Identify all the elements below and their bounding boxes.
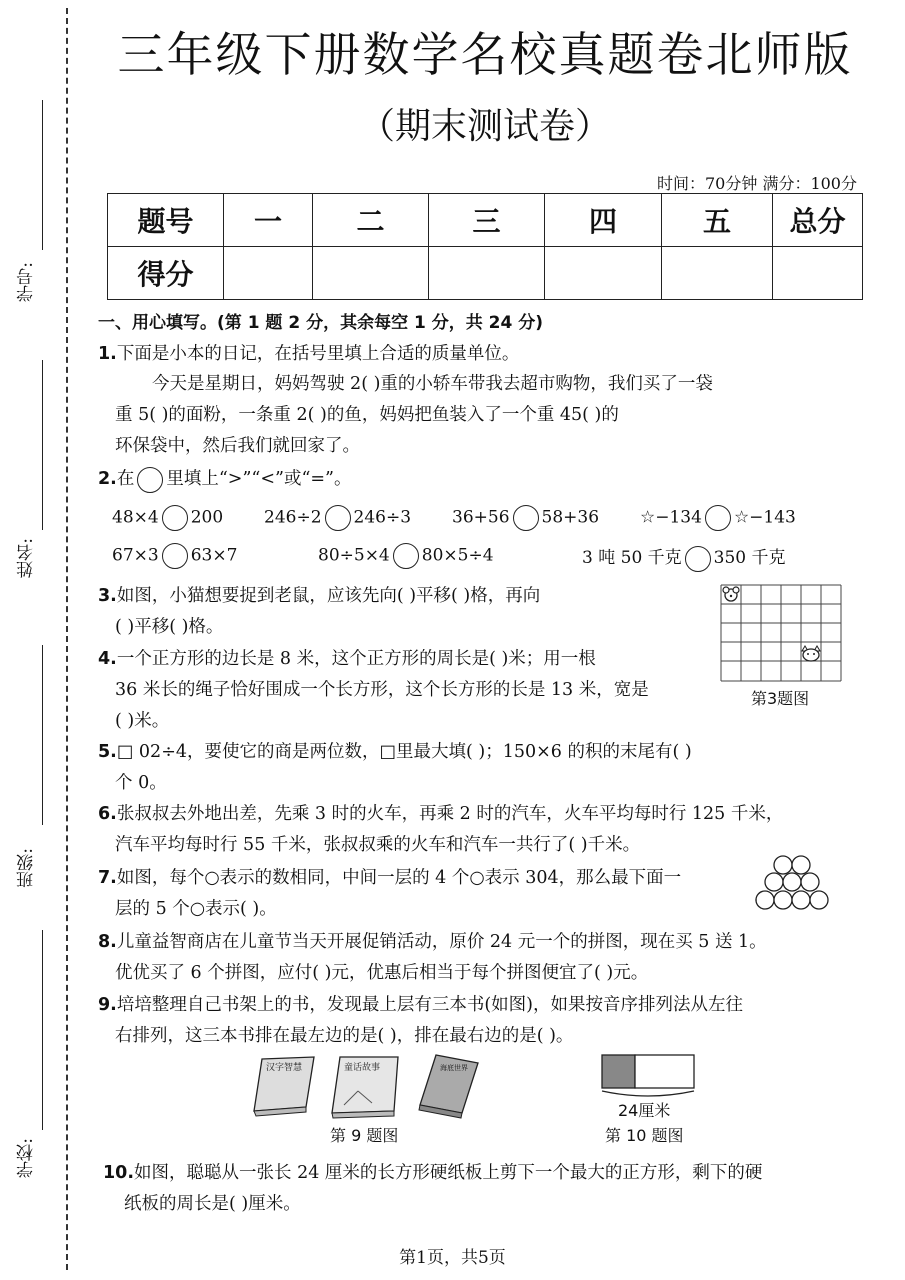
question-7-line: 层的 5 个○表示( )。: [115, 899, 277, 919]
answer-circle[interactable]: [685, 546, 711, 572]
mouse-icon: [723, 587, 739, 601]
question-9-line: 右排列，这三本书排在最左边的是( )，排在最右边的是( )。: [115, 1026, 574, 1046]
answer-circle[interactable]: [705, 505, 731, 531]
comparison-right: ☆−143: [733, 507, 796, 528]
q3-grid-figure: [719, 583, 847, 683]
question-3-line: ( )平移( )格。: [115, 617, 224, 637]
question-5-line: [98, 738, 692, 763]
question-number: 10.: [103, 1163, 135, 1183]
comparison-item: [582, 543, 786, 572]
answer-circle[interactable]: [513, 505, 539, 531]
score-header-cell: 题号: [108, 194, 224, 247]
question-6-line: 汽车平均每时行 55 千米，张叔叔乘的火车和汽车一共行了( )千米。: [115, 835, 641, 855]
question-text: 儿童益智商店在儿童节当天开展促销活动，原价 24 元一个的拼图，现在买 5 送 1。: [116, 932, 767, 952]
question-number: 6.: [98, 804, 117, 824]
class-label: 班级:: [17, 848, 37, 888]
question-1-stem: [98, 340, 519, 365]
question-number: 1.: [98, 344, 117, 364]
answer-circle[interactable]: [325, 505, 351, 531]
book-title: 童话故事: [344, 1063, 381, 1073]
score-table-header-row: [108, 194, 863, 247]
question-text: 如图，小猫想要捉到老鼠，应该先向( )平移( )格，再向: [116, 586, 541, 606]
score-blank-cell[interactable]: [662, 247, 773, 300]
pyramid-circle-icon: [810, 891, 828, 909]
page-subtitle: （期末测试卷）: [358, 106, 611, 147]
score-blank-cell[interactable]: [313, 247, 429, 300]
pyramid-circle-icon: [774, 856, 792, 874]
school-line: [42, 930, 43, 1130]
comparison-circle-icon: [137, 467, 163, 493]
dimension-brace: [602, 1091, 694, 1096]
book-title: 汉字智慧: [266, 1063, 303, 1073]
binding-dashed-line: [66, 8, 68, 1270]
q3-grid-lines: [721, 585, 841, 681]
score-blank-cell[interactable]: [545, 247, 662, 300]
score-table: [107, 193, 863, 300]
comparison-item: [112, 505, 223, 531]
question-text: □ 02÷4，要使它的商是两位数，□里最大填( )；150×6 的积的末尾有( ): [116, 742, 692, 762]
pyramid-circle-icon: [783, 873, 801, 891]
comparison-left: 3 吨 50 千克: [582, 548, 682, 568]
score-blank-cell[interactable]: [429, 247, 545, 300]
comparison-left: 48×4: [112, 507, 159, 528]
question-text: 如图，每个○表示的数相同，中间一层的 4 个○表示 304，那么最下面一: [116, 868, 682, 888]
question-number: 5.: [98, 742, 117, 762]
question-4-line: ( )米。: [115, 711, 170, 731]
question-4-line: 36 米长的绳子恰好围成一个长方形，这个长方形的长是 13 米，宽是: [115, 680, 649, 700]
student-no-label: 学号:: [17, 262, 37, 302]
section-heading: 一、用心填写。(第 1 题 2 分，其余每空 1 分，共 24 分): [98, 313, 544, 333]
comparison-item: [452, 505, 599, 531]
question-text: 如图，聪聪从一张长 24 厘米的长方形硬纸板上剪下一个最大的正方形，剩下的硬: [134, 1163, 763, 1183]
question-10-line: [103, 1159, 762, 1184]
q3-figure-caption: 第3题图: [751, 689, 810, 708]
book-icon: [254, 1057, 314, 1116]
answer-circle[interactable]: [393, 543, 419, 569]
page-footer: 第1页，共5页: [399, 1248, 506, 1268]
q9-books-figure: [248, 1053, 488, 1123]
score-table-score-row: [108, 247, 863, 300]
book-icon: [332, 1057, 398, 1118]
comparison-right: 246÷3: [353, 507, 412, 528]
name-label: 姓名:: [17, 538, 37, 578]
pyramid-circle-icon: [792, 856, 810, 874]
comparison-item: [264, 505, 411, 531]
comparison-right: 350 千克: [713, 548, 786, 568]
q10-figure-caption: 第 10 题图: [605, 1126, 684, 1145]
name-line: [42, 360, 43, 530]
question-text: 里填上“>”“<”或“=”。: [166, 469, 352, 489]
cut-square: [602, 1055, 635, 1088]
comparison-left: 36+56: [452, 507, 510, 528]
student-no-line: [42, 100, 43, 250]
question-text: 一个正方形的边长是 8 米，这个正方形的周长是( )米；用一根: [116, 649, 596, 669]
q10-dimension-label: 24厘米: [618, 1101, 671, 1120]
score-header-cell: 三: [429, 194, 545, 247]
score-header-cell: 一: [224, 194, 313, 247]
question-number: 3.: [98, 586, 117, 606]
pyramid-circle-icon: [801, 873, 819, 891]
q9-figure-caption: 第 9 题图: [330, 1126, 399, 1145]
comparison-right: 200: [190, 507, 224, 528]
question-number: 2.: [98, 469, 117, 489]
class-line: [42, 645, 43, 825]
remaining-rectangle: [635, 1055, 694, 1088]
answer-circle[interactable]: [162, 543, 188, 569]
comparison-left: ☆−134: [640, 507, 702, 528]
comparison-right: 80×5÷4: [421, 545, 494, 566]
question-text: 张叔叔去外地出差，先乘 3 时的火车，再乘 2 时的汽车，火车平均每时行 125 千米，: [116, 804, 784, 824]
question-6-line: [98, 800, 783, 825]
score-header-cell: 总分: [773, 194, 863, 247]
comparison-right: 63×7: [190, 545, 238, 566]
book-icon: [419, 1055, 478, 1118]
book-title: 海底世界: [440, 1064, 468, 1072]
comparison-item: [318, 543, 494, 569]
question-number: 7.: [98, 868, 117, 888]
question-1-line: 今天是星期日，妈妈驾驶 2( )重的小轿车带我去超市购物，我们买了一袋: [152, 374, 713, 394]
question-text: 在: [116, 469, 135, 489]
question-text: 培培整理自己书架上的书，发现最上层有三本书(如图)，如果按音序排列法从左往: [116, 995, 743, 1015]
time-score-info: 时间：70分钟 满分：100分: [657, 174, 857, 193]
comparison-item: [112, 543, 237, 569]
question-9-line: [98, 991, 743, 1016]
school-label: 学校:: [17, 1138, 37, 1178]
question-5-line: 个 0。: [115, 773, 167, 793]
question-10-line: 纸板的周长是( )厘米。: [124, 1194, 301, 1214]
comparison-left: 80÷5×4: [318, 545, 390, 566]
q10-rectangle-figure: [600, 1053, 700, 1101]
answer-circle[interactable]: [162, 505, 188, 531]
score-header-cell: 五: [662, 194, 773, 247]
question-8-line: [98, 928, 767, 953]
question-number: 4.: [98, 649, 117, 669]
score-header-cell: 二: [313, 194, 429, 247]
score-blank-cell[interactable]: [224, 247, 313, 300]
question-8-line: 优优买了 6 个拼图，应付( )元，优惠后相当于每个拼图便宜了( )元。: [115, 963, 649, 983]
question-number: 8.: [98, 932, 117, 952]
page-title: 三年级下册数学名校真题卷北师版: [117, 28, 853, 83]
question-4-line: [98, 645, 596, 670]
question-3-line: [98, 582, 540, 607]
comparison-left: 246÷2: [264, 507, 322, 528]
score-header-cell: 四: [545, 194, 662, 247]
question-2-stem: [98, 465, 352, 493]
score-blank-cell[interactable]: [773, 247, 863, 300]
comparison-left: 67×3: [112, 545, 159, 566]
question-7-line: [98, 864, 681, 889]
score-row-label: 得分: [108, 247, 224, 300]
question-text: 下面是小本的日记，在括号里填上合适的质量单位。: [116, 344, 520, 364]
pyramid-circle-icon: [792, 891, 810, 909]
pyramid-circle-icon: [765, 873, 783, 891]
pyramid-circle-icon: [774, 891, 792, 909]
comparison-item: [640, 505, 796, 531]
question-number: 9.: [98, 995, 117, 1015]
comparison-right: 58+36: [541, 507, 600, 528]
circle-pyramid-figure: [745, 855, 845, 915]
question-1-line: 重 5( )的面粉，一条重 2( )的鱼，妈妈把鱼装入了一个重 45( )的: [115, 405, 619, 425]
question-1-line: 环保袋中，然后我们就回家了。: [115, 436, 360, 456]
pyramid-circle-icon: [756, 891, 774, 909]
cat-icon: [802, 646, 820, 661]
